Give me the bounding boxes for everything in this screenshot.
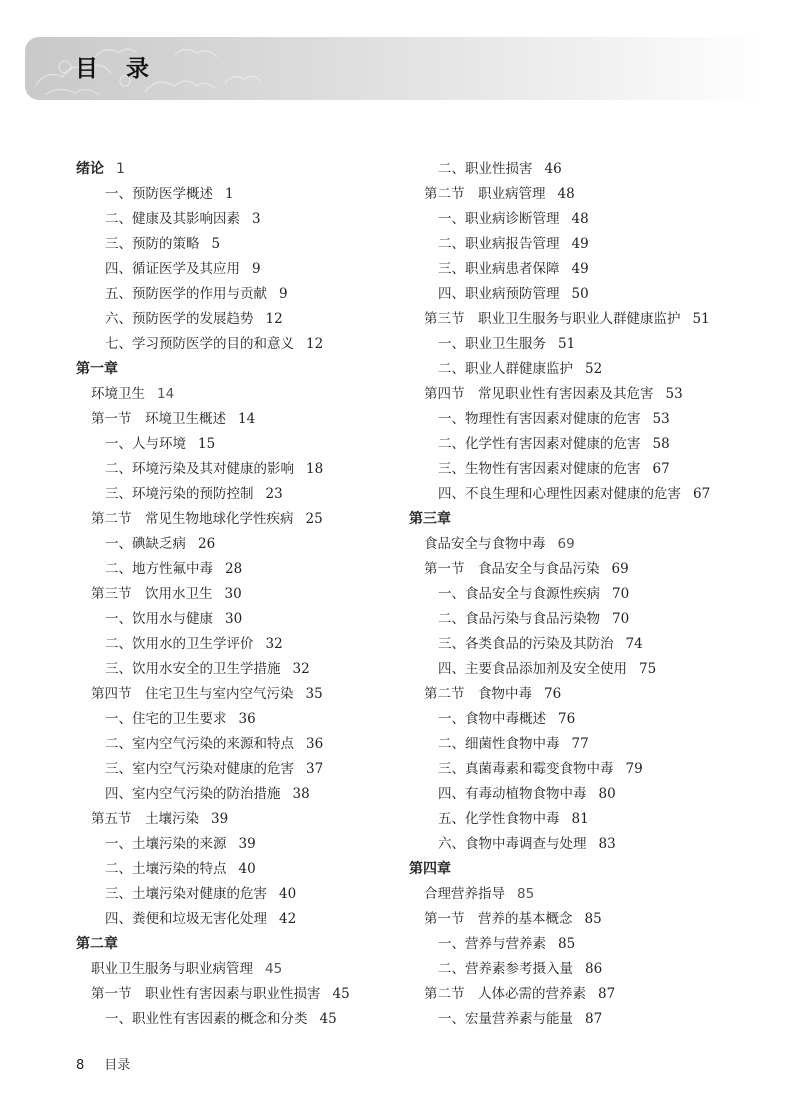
toc-entry-text: 食品安全与食物中毒 <box>424 536 546 552</box>
toc-entry-page: 51 <box>692 311 710 327</box>
toc-entry-page: 51 <box>558 336 576 352</box>
toc-entry-item[interactable] <box>409 932 749 957</box>
toc-entry-item[interactable] <box>76 257 396 282</box>
toc-entry-text: 第四节 住宅卫生与室内空气污染 <box>91 686 294 702</box>
toc-entry-text: 第三章 <box>409 511 451 527</box>
toc-entry-text: 六、食物中毒调查与处理 <box>438 836 587 852</box>
toc-entry-page: 46 <box>544 161 562 177</box>
page-title: 目 录 <box>75 56 160 82</box>
toc-entry-section[interactable] <box>76 582 396 607</box>
toc-entry-text: 一、职业卫生服务 <box>438 336 546 352</box>
toc-entry-item[interactable] <box>76 207 396 232</box>
toc-entry-page: 81 <box>571 811 589 827</box>
toc-entry-section[interactable] <box>76 507 396 532</box>
toc-entry-page: 69 <box>611 561 629 577</box>
toc-entry-text: 绪论 <box>76 161 104 177</box>
toc-entry-item[interactable] <box>409 782 749 807</box>
toc-entry-page: 3 <box>252 211 261 227</box>
toc-entry-section[interactable] <box>76 407 396 432</box>
toc-entry-item[interactable] <box>409 457 749 482</box>
page-number: 8 <box>76 1058 85 1073</box>
toc-entry-page: 36 <box>306 736 324 752</box>
toc-entry-text: 一、职业病诊断管理 <box>438 211 560 227</box>
toc-entry-page: 40 <box>279 886 297 902</box>
toc-entry-section[interactable] <box>409 307 749 332</box>
toc-entry-text: 三、室内空气污染对健康的危害 <box>105 761 294 777</box>
toc-entry-text: 第四节 常见职业性有害因素及其危害 <box>424 386 654 402</box>
toc-entry-page: 87 <box>598 986 616 1002</box>
toc-entry-text: 二、职业人群健康监护 <box>438 361 573 377</box>
toc-entry-item[interactable] <box>409 282 749 307</box>
toc-entry-page: 80 <box>598 786 616 802</box>
toc-entry-item[interactable] <box>409 432 749 457</box>
toc-entry-page: 30 <box>225 611 243 627</box>
toc-entry-item[interactable] <box>76 432 396 457</box>
toc-entry-text: 职业卫生服务与职业病管理 <box>91 961 253 977</box>
toc-entry-item[interactable] <box>409 582 749 607</box>
toc-entry-page: 45 <box>319 1011 337 1027</box>
toc-entry-page: 53 <box>652 411 670 427</box>
toc-entry-text: 二、职业病报告管理 <box>438 236 560 252</box>
toc-entry-text: 一、食品安全与食源性疾病 <box>438 586 600 602</box>
toc-entry-text: 二、健康及其影响因素 <box>105 211 240 227</box>
toc-entry-item[interactable] <box>76 557 396 582</box>
toc-entry-item[interactable] <box>409 332 749 357</box>
toc-entry-text: 一、食物中毒概述 <box>438 711 546 727</box>
toc-entry-item[interactable] <box>76 282 396 307</box>
toc-entry-text: 三、各类食品的污染及其防治 <box>438 636 614 652</box>
toc-entry-item[interactable] <box>76 707 396 732</box>
toc-entry-page: 49 <box>571 261 589 277</box>
toc-entry-page: 15 <box>198 436 216 452</box>
toc-entry-item[interactable] <box>76 332 396 357</box>
toc-entry-text: 环境卫生 <box>91 386 145 402</box>
toc-entry-section[interactable] <box>409 557 749 582</box>
toc-entry-text: 四、室内空气污染的防治措施 <box>105 786 281 802</box>
toc-entry-page: 52 <box>585 361 603 377</box>
toc-entry-text: 二、食品污染与食品污染物 <box>438 611 600 627</box>
footer-label: 目录 <box>104 1058 131 1073</box>
toc-entry-text: 第二章 <box>76 936 118 952</box>
toc-entry-section[interactable] <box>409 182 749 207</box>
toc-entry-text: 第一节 环境卫生概述 <box>91 411 226 427</box>
toc-entry-page: 70 <box>612 611 630 627</box>
toc-entry-item[interactable] <box>76 232 396 257</box>
toc-entry-page: 76 <box>558 711 576 727</box>
toc-entry-text: 一、饮用水与健康 <box>105 611 213 627</box>
toc-entry-item[interactable] <box>409 257 749 282</box>
toc-entry-page: 48 <box>571 211 589 227</box>
toc-entry-text: 三、生物性有害因素对健康的危害 <box>438 461 641 477</box>
toc-entry-item[interactable] <box>409 657 749 682</box>
toc-entry-text: 三、真菌毒素和霉变食物中毒 <box>438 761 614 777</box>
toc-entry-text: 四、循证医学及其应用 <box>105 261 240 277</box>
toc-entry-item[interactable] <box>409 707 749 732</box>
toc-entry-text: 七、学习预防医学的目的和意义 <box>105 336 294 352</box>
toc-entry-text: 四、不良生理和心理性因素对健康的危害 <box>438 486 681 502</box>
toc-entry-text: 第三节 饮用水卫生 <box>91 586 213 602</box>
toc-entry-page: 53 <box>665 386 683 402</box>
toc-entry-page: 83 <box>598 836 616 852</box>
toc-entry-page: 85 <box>558 936 576 952</box>
toc-entry-text: 第一节 职业性有害因素与职业性损害 <box>91 986 321 1002</box>
toc-entry-text: 四、粪便和垃圾无害化处理 <box>105 911 267 927</box>
toc-entry-text: 一、预防医学概述 <box>105 186 213 202</box>
toc-entry-section[interactable] <box>409 907 749 932</box>
toc-entry-page: 1 <box>116 161 125 177</box>
toc-entry-text: 合理营养指导 <box>424 886 505 902</box>
toc-entry-item[interactable] <box>76 607 396 632</box>
toc-entry-page: 40 <box>238 861 256 877</box>
toc-entry-text: 第一节 营养的基本概念 <box>424 911 573 927</box>
toc-entry-chapter[interactable] <box>76 932 396 957</box>
toc-entry-text: 五、化学性食物中毒 <box>438 811 560 827</box>
toc-entry-text: 二、环境污染及其对健康的影响 <box>105 461 294 477</box>
toc-entry-item[interactable] <box>409 732 749 757</box>
toc-entry-text: 第四章 <box>409 861 451 877</box>
toc-entry-text: 一、宏量营养素与能量 <box>438 1011 573 1027</box>
toc-left-column <box>76 157 396 1032</box>
toc-entry-page: 37 <box>306 761 324 777</box>
toc-entry-part[interactable] <box>76 157 396 182</box>
toc-entry-text: 四、主要食品添加剂及安全使用 <box>438 661 627 677</box>
toc-entry-text: 一、人与环境 <box>105 436 186 452</box>
toc-entry-item[interactable] <box>409 232 749 257</box>
toc-entry-title[interactable] <box>76 382 396 407</box>
toc-entry-title[interactable] <box>409 882 749 907</box>
toc-entry-text: 三、预防的策略 <box>105 236 200 252</box>
toc-entry-item[interactable] <box>76 882 396 907</box>
toc-entry-page: 86 <box>585 961 603 977</box>
toc-entry-section[interactable] <box>76 807 396 832</box>
toc-entry-page: 45 <box>265 961 283 977</box>
toc-entry-text: 第二节 人体必需的营养素 <box>424 986 586 1002</box>
toc-entry-text: 一、碘缺乏病 <box>105 536 186 552</box>
toc-entry-page: 9 <box>252 261 261 277</box>
toc-entry-page: 35 <box>305 686 323 702</box>
header-band <box>25 37 765 100</box>
toc-entry-chapter[interactable] <box>409 507 749 532</box>
toc-entry-page: 9 <box>279 286 288 302</box>
toc-entry-item[interactable] <box>409 957 749 982</box>
toc-entry-text: 四、职业病预防管理 <box>438 286 560 302</box>
toc-entry-page: 12 <box>265 311 283 327</box>
toc-entry-text: 五、预防医学的作用与贡献 <box>105 286 267 302</box>
toc-entry-page: 74 <box>625 636 643 652</box>
toc-entry-item[interactable] <box>76 632 396 657</box>
toc-right-column <box>409 157 749 1032</box>
toc-entry-item[interactable] <box>76 907 396 932</box>
toc-entry-section[interactable] <box>409 682 749 707</box>
toc-entry-page: 69 <box>557 536 575 552</box>
toc-entry-page: 70 <box>612 586 630 602</box>
toc-entry-item[interactable] <box>76 782 396 807</box>
toc-entry-item[interactable] <box>409 632 749 657</box>
toc-entry-text: 三、饮用水安全的卫生学措施 <box>105 661 281 677</box>
toc-entry-item[interactable] <box>409 607 749 632</box>
toc-entry-item[interactable] <box>409 482 749 507</box>
toc-entry-page: 28 <box>225 561 243 577</box>
toc-entry-page: 39 <box>211 811 229 827</box>
toc-entry-item[interactable] <box>76 457 396 482</box>
toc-entry-text: 二、室内空气污染的来源和特点 <box>105 736 294 752</box>
toc-entry-page: 38 <box>292 786 310 802</box>
toc-entry-page: 49 <box>571 236 589 252</box>
toc-entry-item[interactable] <box>76 482 396 507</box>
toc-entry-page: 26 <box>198 536 216 552</box>
toc-entry-item[interactable] <box>76 1007 396 1032</box>
toc-entry-text: 二、化学性有害因素对健康的危害 <box>438 436 641 452</box>
toc-entry-page: 12 <box>306 336 324 352</box>
toc-entry-item[interactable] <box>409 157 749 182</box>
toc-entry-item[interactable] <box>76 732 396 757</box>
toc-entry-page: 58 <box>652 436 670 452</box>
toc-entry-title[interactable] <box>409 532 749 557</box>
toc-entry-text: 第一节 食品安全与食品污染 <box>424 561 600 577</box>
toc-entry-page: 25 <box>305 511 323 527</box>
toc-entry-page: 18 <box>306 461 324 477</box>
toc-entry-text: 第二节 职业病管理 <box>424 186 546 202</box>
toc-entry-text: 四、有毒动植物食物中毒 <box>438 786 587 802</box>
toc-entry-text: 第二节 常见生物地球化学性疾病 <box>91 511 294 527</box>
toc-entry-text: 六、预防医学的发展趋势 <box>105 311 254 327</box>
toc-entry-item[interactable] <box>76 307 396 332</box>
toc-entry-page: 32 <box>265 636 283 652</box>
toc-entry-page: 14 <box>157 386 175 402</box>
toc-entry-page: 30 <box>224 586 242 602</box>
toc-entry-section[interactable] <box>409 982 749 1007</box>
toc-entry-text: 一、住宅的卫生要求 <box>105 711 227 727</box>
toc-entry-text: 二、饮用水的卫生学评价 <box>105 636 254 652</box>
toc-entry-page: 67 <box>652 461 670 477</box>
toc-entry-section[interactable] <box>409 382 749 407</box>
toc-entry-item[interactable] <box>76 757 396 782</box>
toc-entry-text: 三、环境污染的预防控制 <box>105 486 254 502</box>
toc-entry-item[interactable] <box>76 657 396 682</box>
toc-entry-item[interactable] <box>76 857 396 882</box>
toc-entry-chapter[interactable] <box>76 357 396 382</box>
toc-entry-section[interactable] <box>76 682 396 707</box>
toc-entry-item[interactable] <box>409 207 749 232</box>
toc-entry-page: 79 <box>625 761 643 777</box>
toc-entry-page: 5 <box>211 236 221 252</box>
toc-entry-text: 二、职业性损害 <box>438 161 533 177</box>
toc-entry-item[interactable] <box>76 532 396 557</box>
toc-entry-item[interactable] <box>409 407 749 432</box>
toc-entry-item[interactable] <box>409 1007 749 1032</box>
toc-entry-page: 39 <box>238 836 256 852</box>
toc-entry-page: 67 <box>693 486 711 502</box>
toc-entry-page: 50 <box>571 286 589 302</box>
toc-entry-page: 42 <box>279 911 297 927</box>
toc-entry-text: 二、土壤污染的特点 <box>105 861 227 877</box>
toc-entry-item[interactable] <box>409 807 749 832</box>
toc-entry-page: 85 <box>584 911 602 927</box>
toc-entry-text: 一、职业性有害因素的概念和分类 <box>105 1011 308 1027</box>
toc-entry-item[interactable] <box>409 832 749 857</box>
toc-entry-item[interactable] <box>409 357 749 382</box>
toc-entry-item[interactable] <box>76 832 396 857</box>
toc-entry-text: 三、职业病患者保障 <box>438 261 560 277</box>
toc-entry-text: 一、营养与营养素 <box>438 936 546 952</box>
toc-entry-text: 第五节 土壤污染 <box>91 811 199 827</box>
toc-entry-page: 87 <box>585 1011 603 1027</box>
toc-entry-page: 23 <box>265 486 283 502</box>
toc-entry-page: 85 <box>517 886 535 902</box>
toc-entry-text: 二、地方性氟中毒 <box>105 561 213 577</box>
toc-entry-title[interactable] <box>76 957 396 982</box>
toc-entry-text: 二、细菌性食物中毒 <box>438 736 560 752</box>
toc-entry-text: 第三节 职业卫生服务与职业人群健康监护 <box>424 311 681 327</box>
toc-entry-text: 一、土壤污染的来源 <box>105 836 227 852</box>
toc-entry-page: 36 <box>238 711 256 727</box>
toc-entry-text: 三、土壤污染对健康的危害 <box>105 886 267 902</box>
toc-entry-page: 76 <box>544 686 562 702</box>
toc-entry-page: 1 <box>225 186 234 202</box>
toc-entry-section[interactable] <box>76 982 396 1007</box>
toc-entry-page: 48 <box>557 186 575 202</box>
toc-entry-page: 14 <box>238 411 256 427</box>
toc-entry-text: 二、营养素参考摄入量 <box>438 961 573 977</box>
toc-entry-page: 45 <box>332 986 350 1002</box>
toc-entry-chapter[interactable] <box>409 857 749 882</box>
toc-entry-text: 第一章 <box>76 361 118 377</box>
toc-entry-text: 一、物理性有害因素对健康的危害 <box>438 411 641 427</box>
toc-entry-text: 第二节 食物中毒 <box>424 686 532 702</box>
toc-entry-page: 75 <box>639 661 657 677</box>
toc-entry-item[interactable] <box>76 182 396 207</box>
toc-entry-page: 32 <box>292 661 310 677</box>
page-footer <box>76 1054 130 1073</box>
toc-entry-page: 77 <box>571 736 589 752</box>
toc-entry-item[interactable] <box>409 757 749 782</box>
